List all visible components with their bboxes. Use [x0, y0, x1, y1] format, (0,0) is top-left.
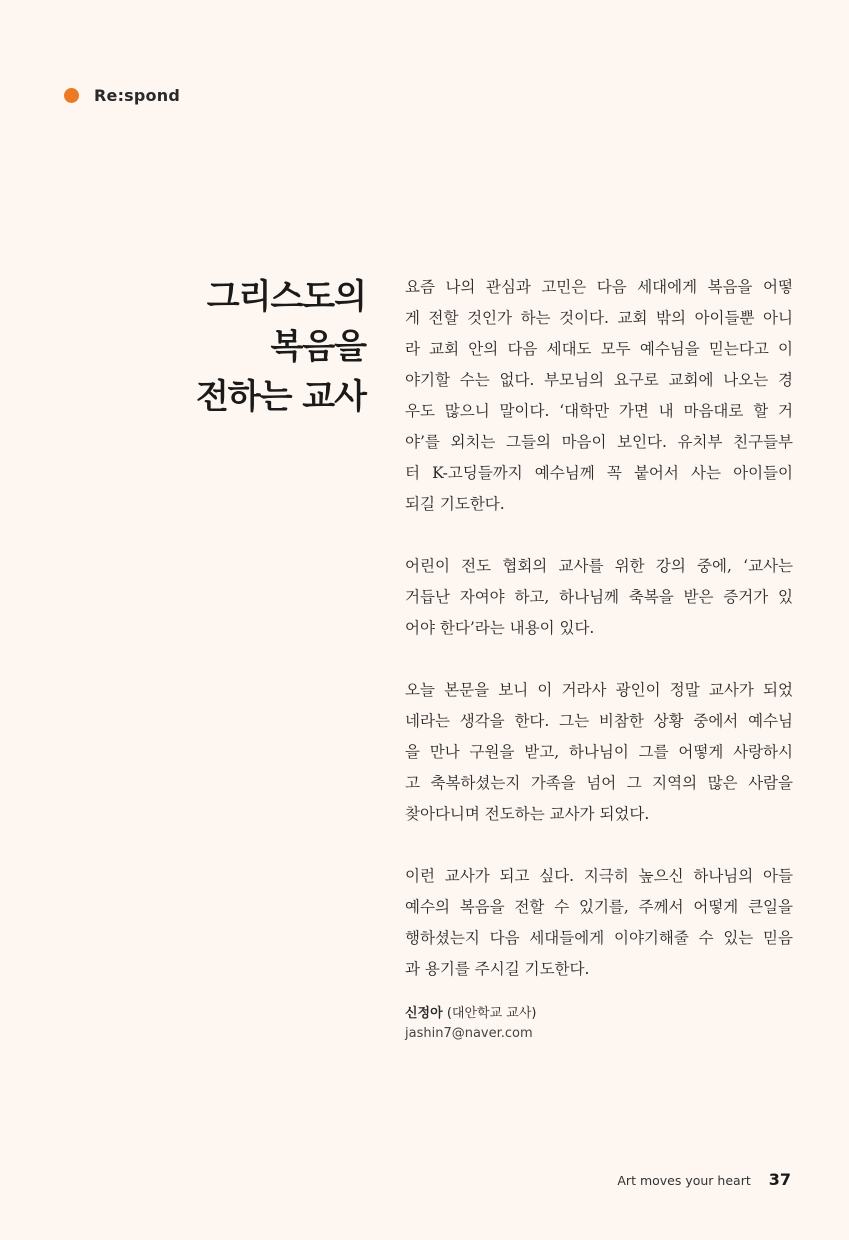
text-line: 야’를 외치는 그들의 마음이 보인다. 유치부 친구들부	[405, 433, 793, 451]
text-line: 이런 교사가 되고 싶다. 지극히 높으신 하나님의 아들	[405, 867, 793, 885]
page-number: 37	[768, 1170, 791, 1189]
paragraph	[405, 861, 793, 985]
text-line: 거듭난 자여야 하고, 하나님께 축복을 받은 증거가 있	[405, 588, 793, 606]
title-line: 전하는 교사	[195, 377, 366, 417]
text-line: 요즘 나의 관심과 고민은 다음 세대에게 복음을 어떻	[405, 278, 793, 296]
text-line: 고 축복하셨는지 가족을 넘어 그 지역의 많은 사람을	[405, 774, 793, 792]
text-line: 을 만나 구원을 받고, 하나님이 그를 어떻게 사랑하시	[405, 743, 793, 761]
text-line: 과 용기를 주시길 기도한다.	[405, 960, 590, 978]
section-dot-icon	[64, 88, 79, 103]
page-footer	[617, 1170, 791, 1189]
paragraph	[405, 551, 793, 644]
author-email[interactable]: jashin7@naver.com	[405, 1026, 533, 1041]
text-line: 터 K-고딩들까지 예수님께 꼭 붙어서 사는 아이들이	[405, 464, 793, 482]
text-line: 되길 기도한다.	[405, 495, 505, 513]
section-header	[64, 86, 180, 105]
text-line: 우도 많으니 말이다. ‘대학만 가면 내 마음대로 할 거	[405, 402, 793, 420]
text-line: 찾아다니며 전도하는 교사가 되었다.	[405, 805, 650, 823]
paragraph	[405, 272, 793, 520]
title-line: 그리스도의	[206, 277, 366, 317]
section-label: Re:spond	[94, 86, 180, 105]
text-line: 행하셨는지 다음 세대들에게 이야기해줄 수 있는 믿음	[405, 929, 793, 947]
paragraph	[405, 675, 793, 830]
text-line: 네라는 생각을 한다. 그는 비참한 상황 중에서 예수님	[405, 712, 793, 730]
title-line: 복음을	[270, 327, 366, 367]
text-line: 어야 한다’라는 내용이 있다.	[405, 619, 595, 637]
text-line: 오늘 본문을 보니 이 거라사 광인이 정말 교사가 되었	[405, 681, 793, 699]
author-name: 신정아	[405, 1006, 443, 1021]
author-affiliation: (대안학교 교사)	[446, 1006, 537, 1021]
text-line: 야기할 수는 없다. 부모님의 요구로 교회에 나오는 경	[405, 371, 793, 389]
text-line: 어린이 전도 협회의 교사를 위한 강의 중에, ‘교사는	[405, 557, 793, 575]
article-title	[106, 272, 366, 422]
text-line: 라 교회 안의 다음 세대도 모두 예수님을 믿는다고 이	[405, 340, 793, 358]
text-line: 예수의 복음을 전할 수 있기를, 주께서 어떻게 큰일을	[405, 898, 793, 916]
footer-tagline: Art moves your heart	[617, 1173, 751, 1188]
author-block	[405, 1004, 536, 1044]
article-body	[405, 272, 793, 1016]
text-line: 게 전할 것인가 하는 것이다. 교회 밖의 아이들뿐 아니	[405, 309, 793, 327]
